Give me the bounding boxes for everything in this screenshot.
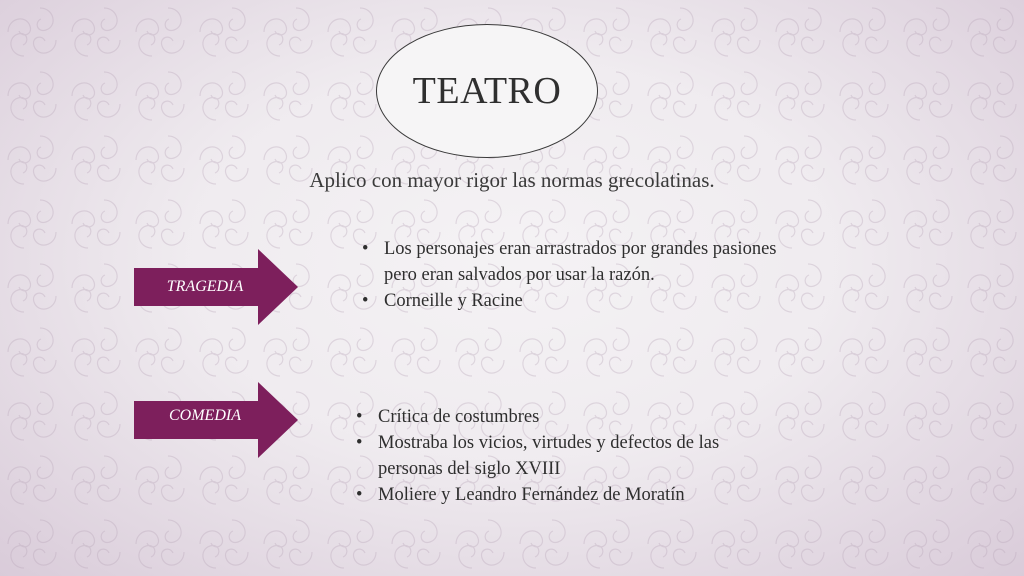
tragedia-bullet-list xyxy=(360,236,780,314)
bullet-text: Crítica de costumbres xyxy=(378,407,540,427)
list-item xyxy=(354,482,774,508)
comedia-bullet-list xyxy=(354,404,774,508)
list-item xyxy=(360,236,780,288)
bullet-text: Moliere y Leandro Fernández de Moratín xyxy=(378,485,685,505)
bullet-text: Mostraba los vicios, virtudes y defectos de las personas del siglo XVIII xyxy=(378,433,720,479)
list-item xyxy=(360,288,780,314)
bullet-icon: • xyxy=(356,433,363,453)
comedia-arrow xyxy=(134,382,298,458)
comedia-label: COMEDIA xyxy=(169,407,241,424)
slide-subtitle: Aplico con mayor rigor las normas grecolatinas. xyxy=(309,168,715,192)
bullet-text: Los personajes eran arrastrados por grandes pasiones pero eran salvados por usar la razón. xyxy=(384,239,777,285)
bullet-text: Corneille y Racine xyxy=(384,291,523,311)
list-item xyxy=(354,404,774,430)
tragedia-label: TRAGEDIA xyxy=(166,278,244,295)
tragedia-arrow xyxy=(134,249,298,325)
list-item xyxy=(354,430,774,482)
bullet-icon: • xyxy=(356,407,363,427)
bullet-icon: • xyxy=(362,239,369,259)
bullet-icon: • xyxy=(362,291,369,311)
title-ellipse xyxy=(376,24,598,158)
slide-title: TEATRO xyxy=(412,70,562,112)
bullet-icon: • xyxy=(356,485,363,505)
